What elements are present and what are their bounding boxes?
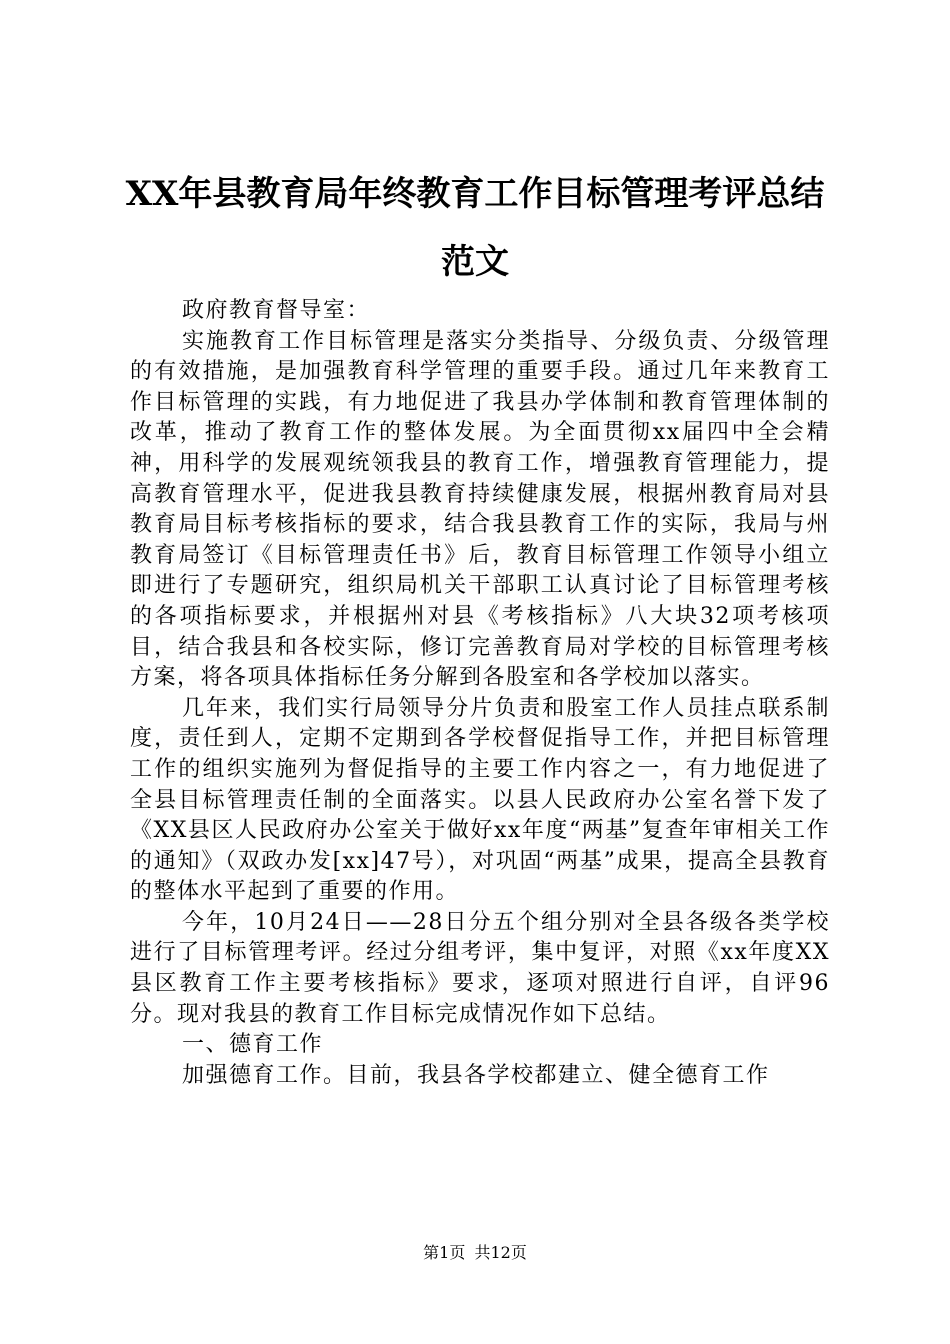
paragraph-measures: 几年来，我们实行局领导分片负责和股室工作人员挂点联系制度，责任到人，定期不定期到各学校督促指导工作，并把目标管理工作的组织实施列为督促指导的主要工作内容之一，有力地促进了全县目标管理责任制的全面落实。以县人民政府办公室名誉下发了《XX县区人民政府办公室关于做好xx年度“两基”复查年审相关工作的通知》（双政办发[xx]47号），对巩固“两基”成果，提高全县教育的整体水平起到了重要的作用。 [130, 695, 830, 905]
paragraph-salutation: 政府教育督导室： [182, 298, 371, 323]
document-body [130, 296, 830, 1091]
paragraph-intro: 实施教育工作目标管理是落实分类指导、分级负责、分级管理的有效措施，是加强教育科学管理的重要手段。通过几年来教育工作目标管理的实践，有力地促进了我县办学体制和教育管理体制的改革，推动了教育工作的整体发展。为全面贯彻xx届四中全会精神，用科学的发展观统领我县的教育工作，增强教育管理能力，提高教育管理水平，促进我县教育持续健康发展，根据州教育局对县教育局目标考核指标的要求，结合我县教育工作的实际，我局与州教育局签订《目标管理责任书》后，教育目标管理工作领导小组立即进行了专题研究，组织局机关干部职工认真讨论了目标管理考核的各项指标要求，并根据州对县《考核指标》八大块32项考核项目，结合我县和各校实际，修订完善教育局对学校的目标管理考核方案，将各项具体指标任务分解到各股室和各学校加以落实。 [130, 328, 830, 691]
paragraph-evaluation: 今年，10月24日——28日分五个组分别对全县各级各类学校进行了目标管理考评。经过分组考评，集中复评，对照《xx年度XX县区教育工作主要考核指标》要求，逐项对照进行自评，自评96分。现对我县的教育工作目标完成情况作如下总结。 [130, 909, 830, 1027]
paragraph-moral-education: 加强德育工作。目前，我县各学校都建立、健全德育工作 [182, 1062, 770, 1088]
page-total: 共12页 [474, 1243, 527, 1262]
section-heading-moral-education: 一、德育工作 [182, 1032, 324, 1058]
page-footer [0, 1243, 950, 1263]
page-number: 第1页 [423, 1243, 466, 1262]
document-title: XX年县教育局年终教育工作目标管理考评总结范文 [125, 174, 825, 282]
